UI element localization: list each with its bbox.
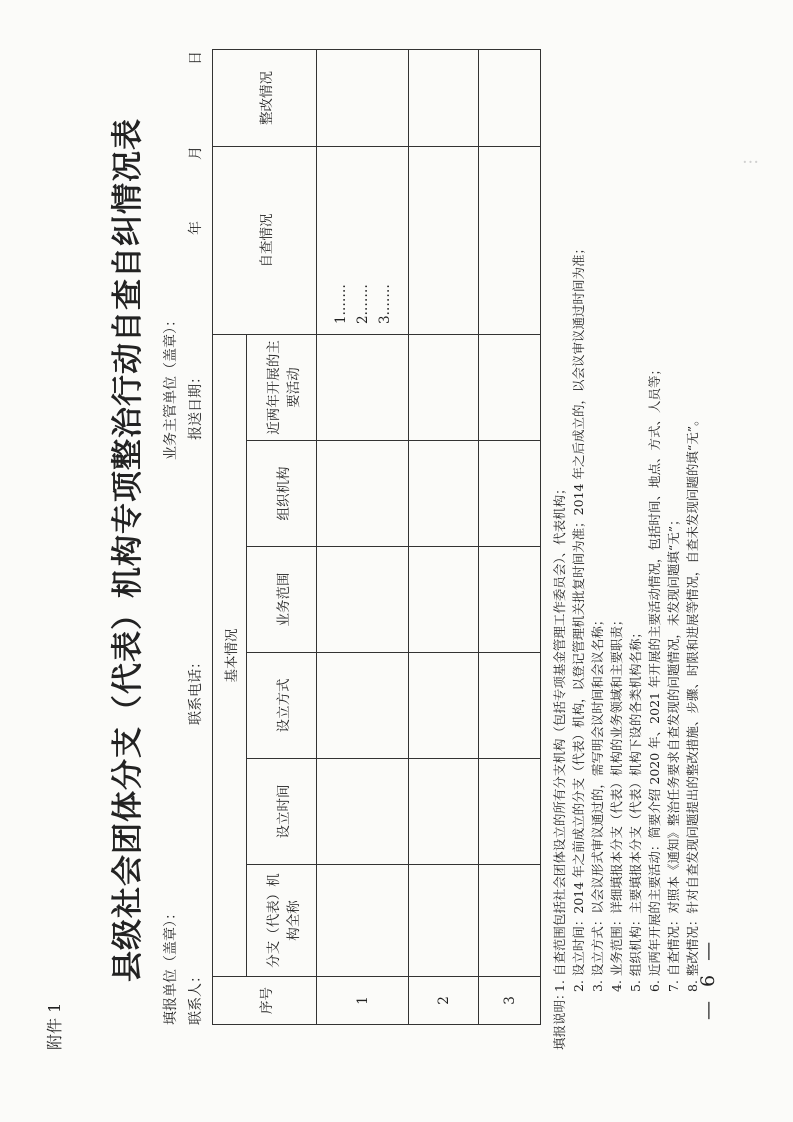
attachment-label: 附件 1 [45,1002,64,1050]
report-date-day: 日 [188,51,204,65]
note-item: 8. 整改情况：针对自查发现问题提出的整改措施、步骤、时限和进展等情况，自查未发现问题的填“无”。 [685,413,700,992]
note-item: 4. 业务范围：详细填报本分支（代表）机构的业务领域和主要职责； [609,613,624,992]
contact-phone-label: 联系电话： [188,655,204,725]
note-item: 5. 组织机构：主要填报本分支（代表）机构下设的各类机构名称； [628,626,643,992]
row-seq: 1 [317,977,409,1025]
header-method: 设立方式 [247,653,317,759]
note-item: 7. 自查情况：对照本《通知》整治任务要求自查发现的问题情况，未发现问题填“无”； [666,513,681,992]
page-number: — 6 — [697,937,719,1020]
selfcheck-item: 2.…… [354,284,371,324]
table-row [479,49,541,1024]
note-item: 3. 设立方式：以会议形式审议通过的，需写明会议时间和会议名称； [590,613,605,992]
table-row [317,49,409,1024]
table-row [409,49,479,1024]
row-seq: 3 [479,977,541,1025]
report-date-year: 年 [188,221,204,235]
header-time: 设立时间 [247,759,317,865]
header-rectify: 整改情况 [213,49,317,146]
contact-person-label: 联系人： [188,969,204,1025]
report-date-label: 报送日期： [188,370,204,440]
header-scope: 业务范围 [247,547,317,653]
header-activity: 近两年开展的主要活动 [247,334,317,440]
bleed-text: … [742,148,759,168]
filling-notes [550,50,702,1050]
supervisor-unit-label: 业务主管单位（盖章）： [163,313,179,460]
reporting-unit-label: 填报单位（盖章）： [163,906,179,1025]
row-selfcheck [317,146,409,334]
selfcheck-item: 1.…… [332,284,349,324]
header-selfcheck: 自查情况 [213,146,317,334]
note-item: 1. 自查范围包括社会团体设立的所有分支机构（包括专项基金管理工作委员会）、代表机构； [552,482,567,992]
note-item: 2. 设立时间：2014 年之前成立的分支（代表）机构，以登记管理机关批复时间为准；2014 年之后成立的，以会议审议通过时间为准； [571,242,586,992]
header-basic: 基本情况 [213,334,247,976]
header-name: 分支（代表）机构全称 [247,865,317,977]
rotated-page [42,50,732,1050]
row-seq: 2 [409,977,479,1025]
header-org: 组织机构 [247,441,317,547]
self-check-table [212,49,541,1025]
selfcheck-item: 3.…… [376,284,393,324]
note-item: 6. 近两年开展的主要活动：简要介绍 2020 年、2021 年开展的主要活动情况，包括时间、地点、方式、人员等； [647,363,662,992]
form-title: 县级社会团体分支（代表）机构专项整治行动自查自纠情况表 [110,118,146,982]
report-date-month: 月 [188,146,204,160]
notes-label: 填报说明： [552,987,567,1050]
header-seq: 序号 [213,977,317,1025]
